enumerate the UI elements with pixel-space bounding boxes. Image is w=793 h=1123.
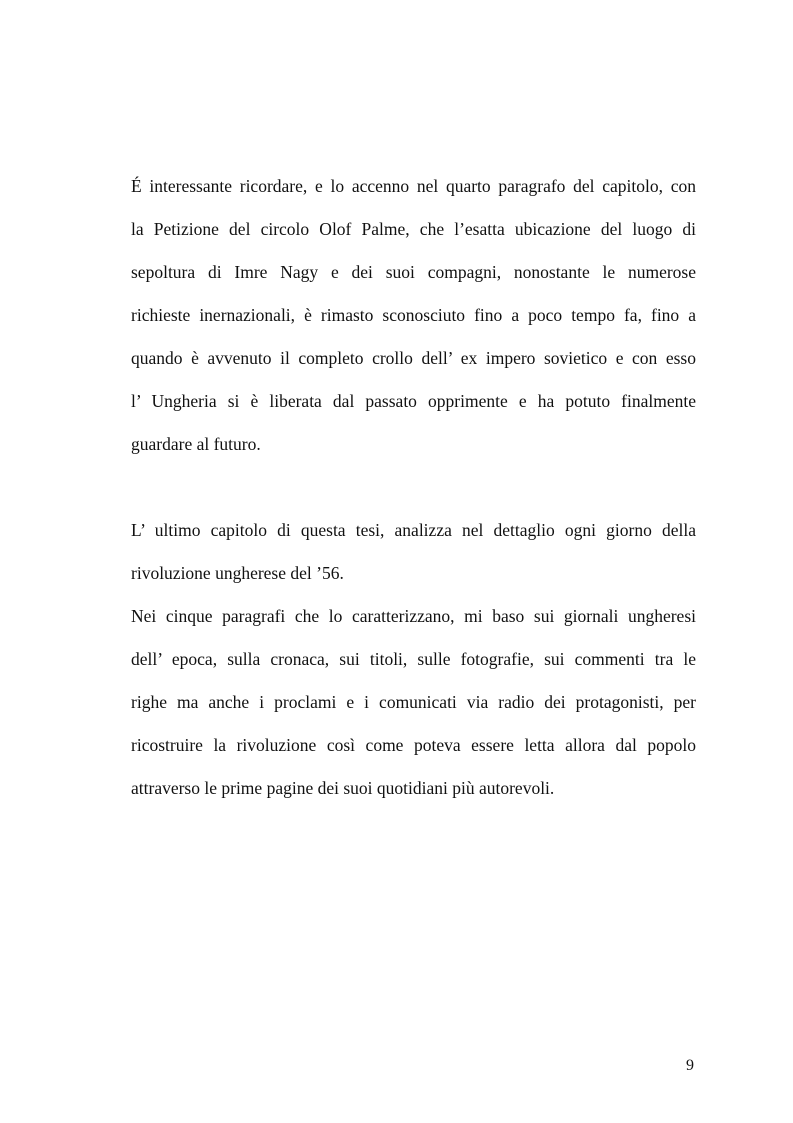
paragraph-line: quando è avvenuto il completo crollo dell’ ex impero sovietico e con esso <box>131 348 696 368</box>
paragraph-line: rivoluzione ungherese del ’56. <box>131 563 344 583</box>
paragraph-line: guardare al futuro. <box>131 434 261 454</box>
paragraph-line: É interessante ricordare, e lo accenno nel quarto paragrafo del capitolo, con <box>131 176 696 196</box>
paragraph-line: ricostruire la rivoluzione così come poteva essere letta allora dal popolo <box>131 735 696 755</box>
paragraph-line: richieste inernazionali, è rimasto sconosciuto fino a poco tempo fa, fino a <box>131 305 696 325</box>
paragraph-line: sepoltura di Imre Nagy e dei suoi compagni, nonostante le numerose <box>131 262 696 282</box>
paragraph-line: la Petizione del circolo Olof Palme, che l’esatta ubicazione del luogo di <box>131 219 696 239</box>
paragraph-line: Nei cinque paragrafi che lo caratterizzano, mi baso sui giornali ungheresi <box>131 606 696 626</box>
paragraph-line: L’ ultimo capitolo di questa tesi, analizza nel dettaglio ogni giorno della <box>131 520 696 540</box>
paragraph-line: righe ma anche i proclami e i comunicati via radio dei protagonisti, per <box>131 692 696 712</box>
paragraph-line: l’ Ungheria si è liberata dal passato opprimente e ha potuto finalmente <box>131 391 696 411</box>
page-number: 9 <box>686 1057 694 1074</box>
paragraph-line: dell’ epoca, sulla cronaca, sui titoli, sulle fotografie, sui commenti tra le <box>131 649 696 669</box>
paragraph-line: attraverso le prime pagine dei suoi quotidiani più autorevoli. <box>131 778 555 798</box>
